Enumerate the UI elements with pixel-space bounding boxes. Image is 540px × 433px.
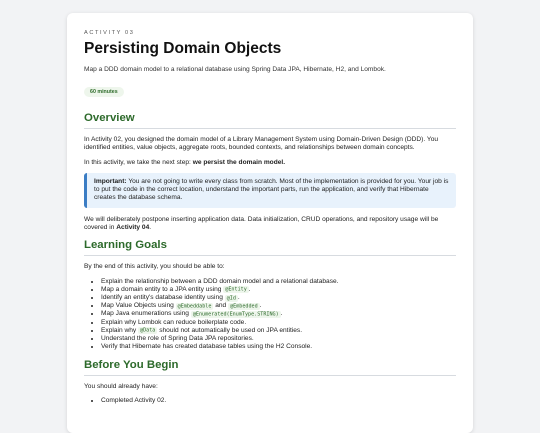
list-item: • Verify that Hibernate has created database tables using the H2 Console.	[101, 343, 456, 351]
list-item: • Explain why @Data should not automatically be used on JPA entities.	[101, 327, 456, 335]
page-subtitle: Map a DDD domain model to a relational database using Spring Data JPA, Hibernate, H2, and Lombok.	[84, 66, 386, 73]
overview-paragraph-1: In Activity 02, you designed the domain model of a Library Management System using Domain-Driven Design (DDD). You identified entities, value objects, aggregate roots, bounded contexts, and relationships between domain concepts.	[84, 136, 439, 152]
before-you-begin-heading: Before You Begin	[84, 359, 456, 376]
list-item: • Completed Activity 02.	[101, 397, 456, 405]
prerequisites-list	[84, 397, 456, 405]
list-item: • Understand the role of Spring Data JPA repositories.	[101, 335, 456, 343]
before-you-begin-intro: You should already have:	[84, 382, 158, 390]
list-item: • Explain the relationship between a DDD domain model and a relational database.	[101, 278, 456, 286]
learning-goals-list	[84, 278, 456, 352]
overview-paragraph-3: We will deliberately postpone inserting application data. Data initialization, CRUD operations, and repository usage will be covered in Activity 04.	[84, 215, 439, 232]
list-item: • Explain why Lombok can reduce boilerplate code.	[101, 319, 456, 327]
list-item: • Map Java enumerations using @Enumerated(EnumType.STRING) .	[101, 310, 456, 318]
list-item: • Map a domain entity to a JPA entity using @Entity .	[101, 286, 456, 294]
list-item: • Identify an entity's database identity using @Id .	[101, 294, 456, 302]
overview-paragraph-2: In this activity, we take the next step: we persist the domain model.	[84, 158, 286, 166]
learning-goals-intro: By the end of this activity, you should be able to:	[84, 263, 225, 271]
overview-heading: Overview	[84, 112, 456, 129]
page-title: Persisting Domain Objects	[84, 40, 282, 57]
activity-card	[67, 13, 473, 433]
learning-goals-heading: Learning Goals	[84, 239, 456, 256]
duration-badge: 60 minutes	[84, 87, 124, 97]
activity-label: ACTIVITY 03	[84, 30, 135, 36]
important-note	[84, 173, 456, 208]
list-item: • Map Value Objects using @Embeddable and @Embedded .	[101, 302, 456, 310]
important-note-text: Important: You are not going to write every class from scratch. Most of the implementation is provided for you. Your job is to put the code in the correct location, understand the important parts, run the application, and verify that Hibernate creates the database schema.	[94, 177, 449, 202]
